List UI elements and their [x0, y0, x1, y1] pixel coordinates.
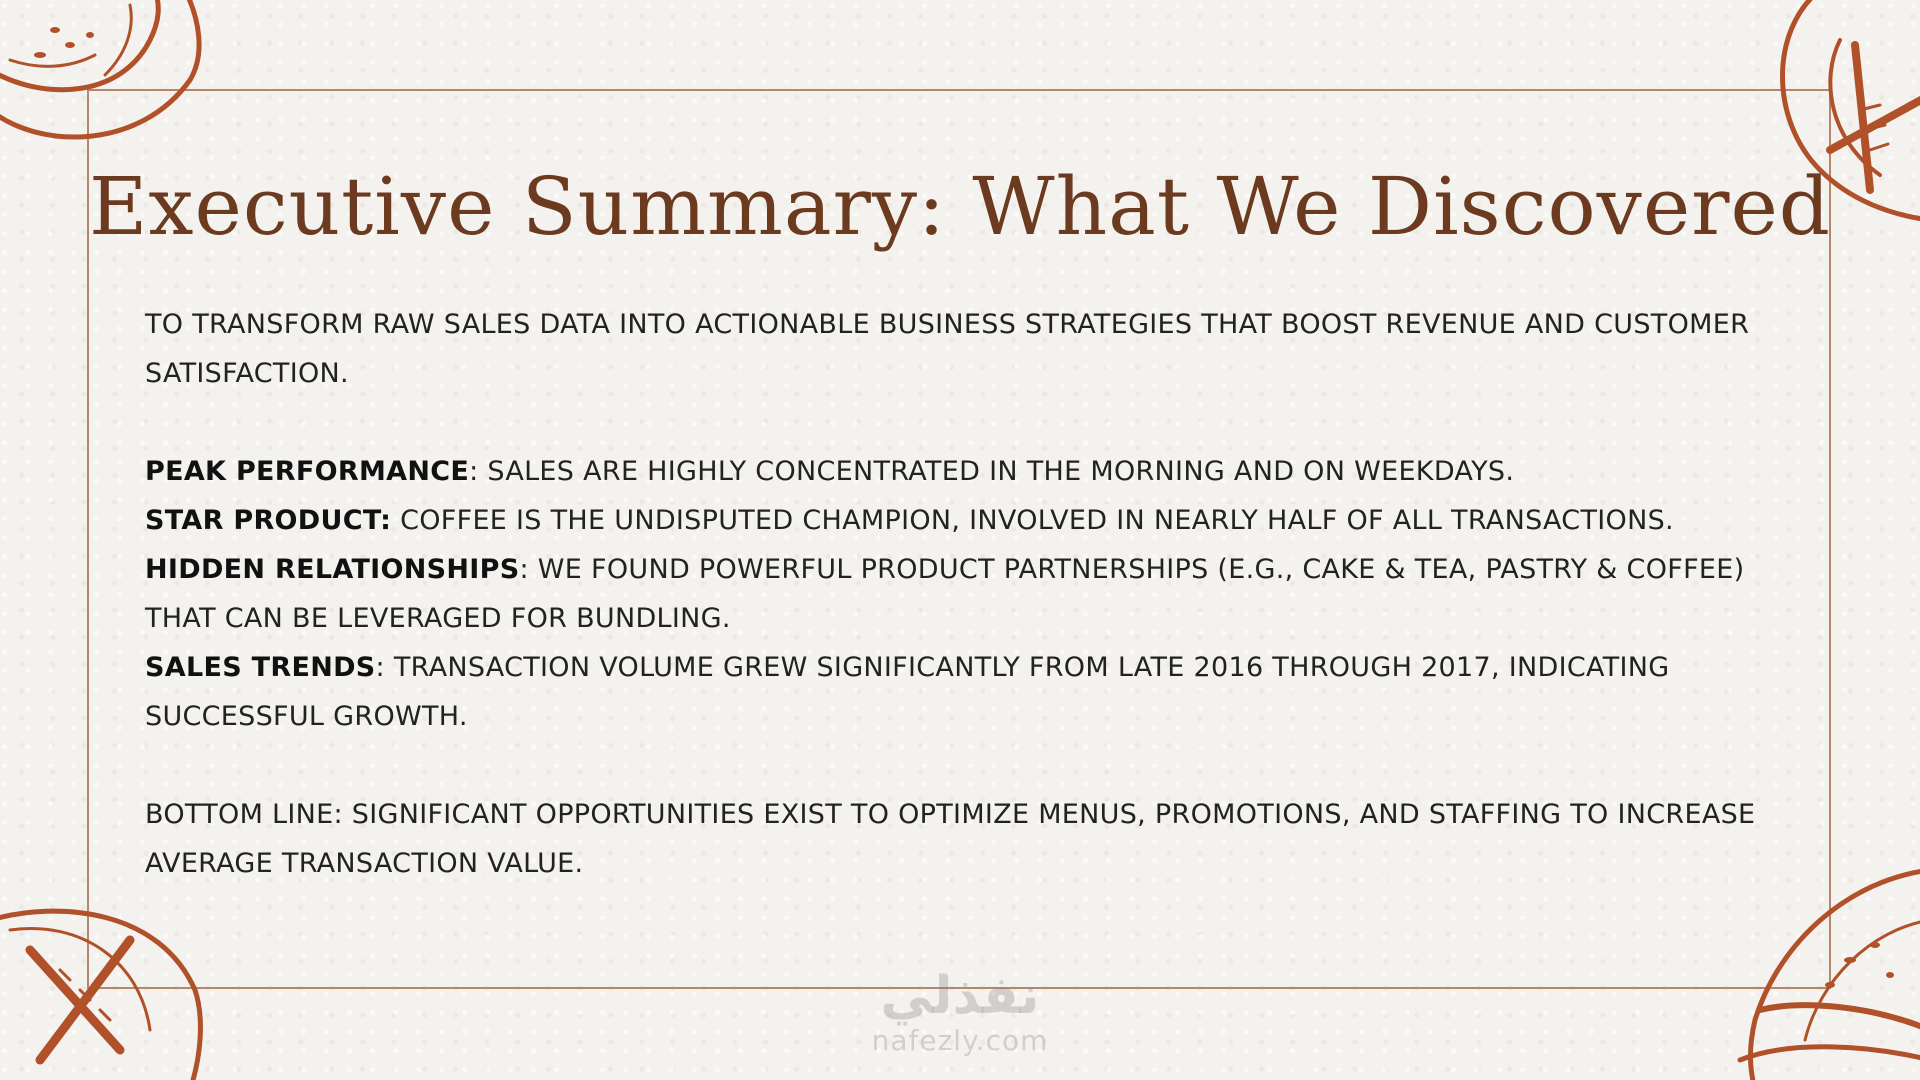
finding-text: WE FOUND POWERFUL PRODUCT PARTNERSHIPS (E.G., CAKE & TEA, PASTRY & COFFEE) THAT CAN BE LEVERAGED FOR BUNDLING. [145, 554, 1745, 634]
watermark-logo: نفذلي [880, 966, 1040, 1026]
objective-statement: TO TRANSFORM RAW SALES DATA INTO ACTIONABLE BUSINESS STRATEGIES THAT BOOST REVENUE AND CUSTOMER SATISFACTION. [145, 309, 1750, 389]
finding-item: PEAK PERFORMANCE: SALES ARE HIGHLY CONCENTRATED IN THE MORNING AND ON WEEKDAYS. [145, 456, 1515, 487]
finding-text: SALES ARE HIGHLY CONCENTRATED IN THE MORNING AND ON WEEKDAYS. [487, 456, 1515, 487]
slide-title: Executive Summary: What We Discovered [88, 160, 1832, 253]
finding-label: PEAK PERFORMANCE [145, 456, 470, 487]
watermark-text: nafezly.com [871, 1024, 1049, 1057]
finding-label: STAR PRODUCT: [145, 505, 392, 536]
finding-label: SALES TRENDS [145, 652, 376, 683]
finding-label: HIDDEN RELATIONSHIPS [145, 554, 520, 585]
finding-text: COFFEE IS THE UNDISPUTED CHAMPION, INVOLVED IN NEARLY HALF OF ALL TRANSACTIONS. [400, 505, 1674, 536]
finding-item: HIDDEN RELATIONSHIPS: WE FOUND POWERFUL PRODUCT PARTNERSHIPS (E.G., CAKE & TEA, PASTRY & COFFEE) THAT CAN BE LEVERAGED FOR BUNDLING. [145, 554, 1745, 634]
bread-sketch-icon [0, 900, 210, 1080]
watermark [830, 968, 1090, 1057]
finding-item: SALES TRENDS: TRANSACTION VOLUME GREW SIGNIFICANTLY FROM LATE 2016 THROUGH 2017, INDICATING SUCCESSFUL GROWTH. [145, 652, 1670, 732]
finding-item [145, 496, 1785, 545]
summary-content [145, 300, 1785, 888]
bottom-line-statement: BOTTOM LINE: SIGNIFICANT OPPORTUNITIES EXIST TO OPTIMIZE MENUS, PROMOTIONS, AND STAFFING TO INCREASE AVERAGE TRANSACTION VALUE. [145, 799, 1756, 879]
bread-sketch-icon [1700, 860, 1920, 1080]
finding-text: TRANSACTION VOLUME GREW SIGNIFICANTLY FROM LATE 2016 THROUGH 2017, INDICATING SUCCESSFUL GROWTH. [145, 652, 1670, 732]
bread-sketch-icon [0, 0, 210, 170]
